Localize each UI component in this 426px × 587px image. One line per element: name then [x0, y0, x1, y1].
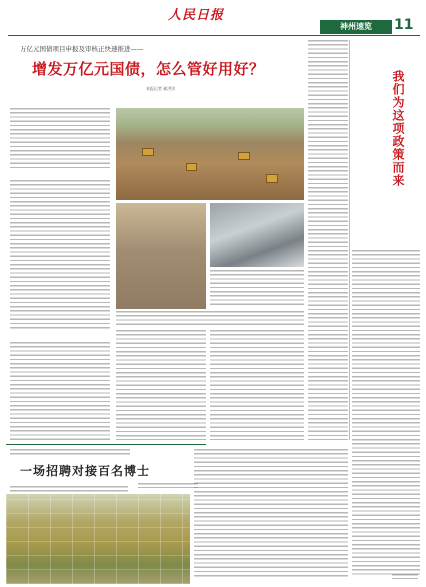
main-byline: 本报记者 郝洪洋	[146, 86, 176, 91]
section-badge: 神州速览	[320, 20, 392, 34]
bottom-divider	[6, 444, 206, 445]
header-rule	[8, 35, 420, 36]
main-photo	[116, 108, 304, 200]
farmland-photo	[6, 494, 190, 584]
photo-caption-1	[210, 270, 304, 308]
side-article-body	[352, 250, 420, 575]
main-title: 增发万亿元国债，怎么管好用好？	[32, 60, 265, 78]
page-header	[0, 0, 426, 34]
newspaper-logo: 人民日报	[168, 8, 225, 23]
body-col-4	[308, 40, 348, 440]
body-col-1a	[10, 180, 110, 330]
bottom-byline	[138, 483, 198, 488]
workers-photo	[116, 203, 206, 309]
page-number: 11	[394, 17, 414, 33]
bottom-lead	[10, 486, 128, 494]
body-col-1b	[10, 342, 110, 440]
photo-caption-2	[116, 311, 304, 325]
editor-credit	[392, 574, 418, 579]
column-rule	[349, 40, 350, 440]
lead-paragraph	[10, 108, 110, 168]
main-pretitle: 万亿元国债项目申报及审核正快速推进——	[20, 45, 144, 53]
bottom-body	[194, 449, 348, 579]
side-article-title: 我们为这项政策而来	[391, 70, 405, 187]
bridge-photo	[210, 203, 304, 267]
body-col-3	[210, 330, 304, 440]
body-col-2	[116, 330, 206, 440]
bottom-title: 一场招聘对接百名博士	[20, 464, 151, 478]
bottom-pretitle	[10, 449, 130, 455]
